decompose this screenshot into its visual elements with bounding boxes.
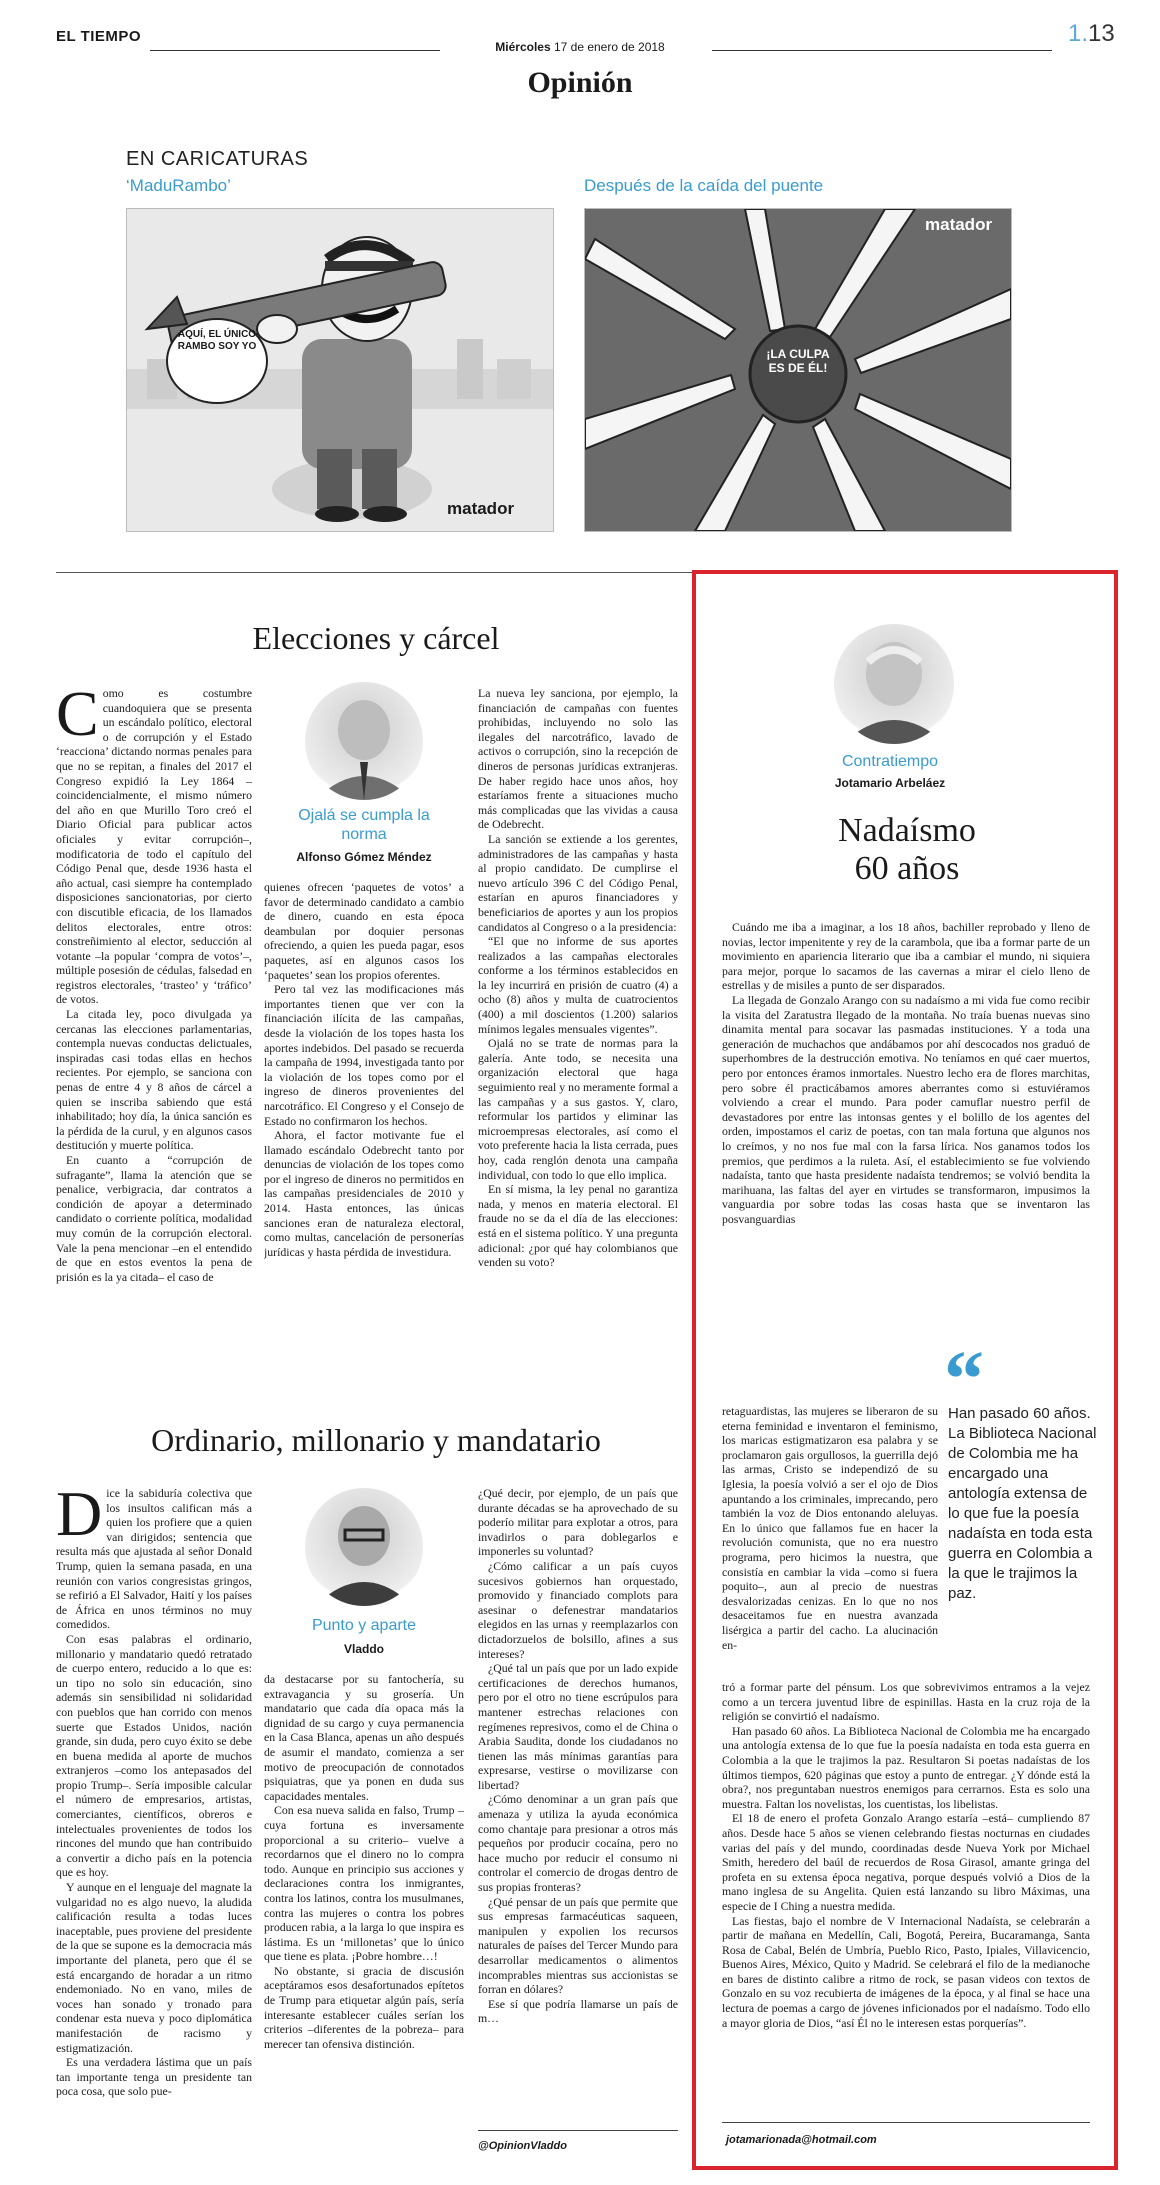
masthead-rule-right xyxy=(712,50,1052,51)
article3-body-bottom: tró a formar parte del pénsum. Los que sobrevivimos entramos a la vejez como a un tercera juventud libre de espinillas. Hasta en la cruz roja de la religión se convirtió el nadaísmo. Han pasado 60 años. La Biblioteca Nacional de Colombia me ha encargado una antología extensa de lo que fue la poesía nadaísta en toda esta guerra en Colombia a la que le trajimos la paz. Resultaron Si poetas nadaístas de los últimos tiempos, 620 páginas que estoy a punto de entregar. ¿Y dónde está la obra?, nos preguntaban nuestros enemigos para cerrarnos. Esta es solo una muestra. Faltan los novelistas, los cuentistas, los libelistas. El 18 de enero el profeta Gonzalo Arango estaría –está– cumpliendo 87 años. Desde hace 5 años se vienen celebrando fiestas nocturnas en ciudades varias del país y del mundo, coordinadas desde Nueva York por Michael Smith, heredero del baúl de recuerdos de Rosa Girasol, amante gringa del profeta en su extensa época negativa, porque después volvió a Dios de la mano inglesa de su Angelita. Quien está lanzando su libro Máximas, una especie de I Ching a nuestra medida. Las fiestas, bajo el nombre de V Internacional Nadaísta, se celebrarán a partir de mañana en Medellín, Cali, Bogotá, Pereira, Bucaramanga, Santa Rosa de Cabal, Belén de Umbría, Pueblo Rico, Pasto, Ipiales, Villavicencio, Buenos Aires, México, Quito y Madrid. Se celebrará el filo de la medianoche en bares de distinto calibre a ritmo de rock, se pasan videos con textos de Gonzalo en su voz recubierta de imágenes de la época, y al final se hace una lectura de poemas a cargo de jóvenes inficionados por el nadaísmo. Todo ello a mayor gloria de Dios, “así Él no le interesen estas porquerías”. xyxy=(722,1680,1090,2030)
article2-dropcap: D xyxy=(56,1486,103,1549)
caricature-left-bubble: AQUÍ, EL ÚNICO RAMBO SOY YO xyxy=(177,329,257,352)
article3-body-narrow: retaguardistas, las mujeres se liberaron de su eterna feminidad e inventaron el feminismo, los maricas estigmatizaron esa palabra y se proclamaron gais orgullosos, la guerrilla dejó las armas, Cristo se independizó de su Iglesia, la poesía volvió a ser el ojo de Dios apuntando a los criminales, imprecando, pero también la voz de Dios entonando aleluyas. En lo único que fallamos fue en hacer la revolución comunista, que no era nuestro programa, pero hicimos la nuestra, que consistía en cambiar la vida –como si fuera poquito–, aun al precio de nuestras desvalorizadas cenizas. En lo que no nos desaceitamos fue en nuestra avanzada lisérgica a partir del cacho. La alucinación en- xyxy=(722,1404,938,1652)
article2-title: Ordinario, millonario y mandatario xyxy=(151,1422,601,1458)
article2-footer-rule xyxy=(478,2130,678,2131)
article1-author: Alfonso Gómez Méndez xyxy=(296,850,432,864)
masthead-rule-left xyxy=(150,50,440,51)
article3-column-name: Contratiempo xyxy=(841,753,939,770)
article1-title: Elecciones y cárcel xyxy=(252,620,500,656)
article3-title: Nadaísmo 60 años xyxy=(838,812,976,887)
article2-col3: ¿Qué decir, por ejemplo, de un país que durante décadas se ha aprovechado de su poderío militar para explotar a otros, para invadirlos o para doblegarlos e imponerles su voluntad? ¿Cómo calificar a un país cuyos sucesivos gobiernos han orquestado, promovido y financiado complots para asesinar o defenestrar mandatarios elegidos en las urnas y reemplazarlos con dictadorzuelos de bolsillo, afines a sus intereses? ¿Qué tal un país que por un lado expide certificaciones de derechos humanos, pero por el otro no tiene escrúpulos para mantener estrechas relaciones con regímenes represivos, como el de China o Arabia Saudita, donde los ciudadanos no tienen las más mínimas garantías para expresarse, vestirse o movilizarse con libertad? ¿Cómo denominar a un gran país que amenaza y utiliza la ayuda económica como chantaje para presionar a otros más pequeños por producir cocaína, pero no hace mucho por reducir el consumo ni controlar el comercio de drogas dentro de sus propias fronteras? ¿Qué pensar de un país que permite que sus empresas farmacéuticas saqueen, manipulen y expolien los recursos naturales de países del Tercer Mundo para desarrollar medicamentos o alimentos incomprables mientras sus accionistas se forran en dólares? Ese sí que podría llamarse un país de m… xyxy=(478,1486,678,2026)
caricature-right-bubble: ¡LA CULPA ES DE ÉL! xyxy=(766,347,830,375)
caricature-maduRambo xyxy=(126,208,554,532)
article2-col1: Dice la sabiduría colectiva que los insultos califican más a quien los profiere que a quien van dirigidos; sentencia que resulta más que ajustada al señor Donald Trump, quien la semana pasada, en una reunión con varios congresistas gringos, se refirió a El Salvador, Haití y los países de África en unos términos no muy comedidos. Con esas palabras el ordinario, millonario y mandatario quedó retratado de cuerpo entero, reducido a lo que es: un tipo no solo sin educación, sino además sin sensibilidad ni solidaridad con pueblos que han corrido con menos suerte que Estados Unidos, nación grande, sin duda, pero cuyo éxito se debe en buena medida al aporte de muchos extranjeros –como los antepasados del propio Trump–. Sería imposible calcular el número de empresarios, artistas, comerciantes, científicos, obreros e intelectuales provenientes de todos los rincones del mundo que han contribuido a convertir a dicho país en la potencia que es hoy. Y aunque en el lenguaje del magnate la vulgaridad no es algo nuevo, la aludida calificación resulta a todas luces inaceptable, pues proviene del presidente de la que se supone es la democracia más importante del planeta, pero que él se está encargando de horadar a un ritmo endemoniado. No en vano, miles de voces han sonado y tronado para condenar esta nueva y poco diplomática manifestación de racismo y estigmatización. Es una verdadera lástima que un país tan importante tenga un presidente tan poca cosa, que solo pue- xyxy=(56,1486,252,2099)
author-photo-gomez xyxy=(305,682,423,800)
page-number: 1.13 xyxy=(1068,20,1115,47)
quote-mark-icon: “ xyxy=(944,1336,984,1424)
author-photo-vladdo xyxy=(305,1488,423,1606)
caricature-bridge xyxy=(584,208,1012,532)
brand-logo: EL TIEMPO xyxy=(56,28,142,45)
article3-footer-rule xyxy=(722,2122,1090,2123)
caricature-left-title: ‘MaduRambo’ xyxy=(126,176,231,195)
article2-col2: da destacarse por su fantochería, su extravagancia y su grosería. Un mandatario que cada día opaca más la dignidad de su cargo y cuya permanencia en la Casa Blanca, apenas un año después de asumir el mandato, comienza a ser motivo de preocupación de connotados psiquiatras, que ya ponen en duda sus capacidades mentales. Con esa nueva salida en falso, Trump –cuya fortuna es inversamente proporcional a su criterio– vuelve a recordarnos que el dinero no lo compra todo. Aunque en principio sus acciones y declaraciones contra los inmigrantes, contra los latinos, contra los musulmanes, contra las mujeres o contra los pobres producen rabia, a la larga lo que inspira es lástima. Es un ‘millonetas’ que lo único que tiene es plata. ¡Pobre hombre…! No obstante, si gracia de discusión aceptáramos esos desafortunados epítetos de Trump para etiquetar algún país, sería interesante establecer cuáles serían los criterios –diferentes de la pobreza– para merecer tan ofensiva distinción. xyxy=(264,1672,464,2051)
section-divider xyxy=(56,572,696,573)
article3-body-top: Cuándo me iba a imaginar, a los 18 años, bachiller reprobado y lleno de novias, lector impenitente y rey de la carambola, que iba a formar parte de un movimiento en apariencia literario que iba a cambiar el mundo, ni siquiera para mejor, porque lo sacamos de las cavernas a mirar el cielo lleno de estrellas y de misiles a punto de ser disparados. La llegada de Gonzalo Arango con su nadaísmo a mi vida fue como recibir la visita del Zaratustra llegado de la montaña. No traía buenas nuevas sino dinamita mental para socavar las pasmadas instituciones. Y a toda una generación de muchachos que andábamos por ahí descocados nos graduó de superhombres de la destrucción emotiva. No teníamos en qué caer muertos, pero por entonces éramos inmortales. Nuestro lecho era de flores marchitas, pero sobre él practicábamos amores aberrantes como si estuviéramos volviendo a crear el mundo. Para poder camuflar nuestro perfil de devastadores por entre las intonsas gentes y el bolillo de los agentes del orden, impostamos el cariz de poetas, con tan mala fortuna que algunos nos lo creímos, y no nos fue mal con la farsa lírica. Nos ganamos todos los premios, que perdimos a la ruleta. Así, el establecimiento se fue volviendo nadaísta, tanto que hasta presidente nadaísta tendremos; se volvió bendita la marihuana, las faltas del ayer en virtudes se transformaron, impusimos la vanguardia por sobre todas las cosas hasta que se inventaron las posvanguardias xyxy=(722,920,1090,1226)
article3-author: Jotamario Arbeláez xyxy=(834,776,946,790)
article1-col1: Como es costumbre cuandoquiera que se presenta un escándalo político, electoral o de corrupción y el Estado ‘reacciona’ dictando normas penales para que no se repitan, a finales del 2017 el Congreso expidió la Ley 1864 –coincidencialmente, el mismo número del año en que Murillo Toro creó el Diario Oficial para publicar actos oficiales y evitar corrupción–, modificatoria de todo el capítulo del Código Penal que, desde 1936 hasta el año actual, casi siempre ha contemplado disposiciones sancionatorias, por cierto con discutible eficacia, de los llamados delitos electorales, entre otros: constreñimiento al elector, seducción al votante –la popular ‘compra de votos’–, múltiple posesión de cédulas, falsedad en registros electorales, ‘trasteo’ y ‘tráfico’ de votos. La citada ley, poco divulgada ya cercanas las elecciones parlamentarias, contempla nuevas conductas delictuales, inspiradas casi todas ellas en hechos recientes. Por ejemplo, se sanciona con penas de entre 4 y 8 años de cárcel a quien se inscriba sabiendo que está inhabilitado; hoy día, la única sanción es la pérdida de la curul, y en algunos casos destitución y muerte política. En cuanto a “corrupción de sufragante”, llama la atención que se penalice, verbigracia, dar contratos a condición de apoyar a determinado candidato o corriente política, modalidad muy común de la corrupción electoral. Vale la pena mencionar –en el entendido de que en estos eventos la pena de prisión es la ya citada– el caso de xyxy=(56,686,252,1284)
article1-dropcap: C xyxy=(56,686,99,749)
caricatures-heading: EN CARICATURAS xyxy=(126,148,309,170)
caricature-right-title: Después de la caída del puente xyxy=(584,176,824,195)
article3-email[interactable]: jotamarionada@hotmail.com xyxy=(726,2134,877,2146)
article2-column-name: Punto y aparte xyxy=(311,1617,417,1634)
caricature-left-signature: matador xyxy=(447,499,515,518)
article1-column-name: Ojalá se cumpla la norma xyxy=(298,807,430,843)
pull-quote: Han pasado 60 años. La Biblioteca Nacional de Colombia me ha encargado una antología extensa de lo que fue la poesía nadaísta en toda esta guerra en Colombia a la que le trajimos la paz. xyxy=(948,1405,1097,1602)
issue-date: Miércoles 17 de enero de 2018 xyxy=(495,40,665,54)
caricature-right-signature: matador xyxy=(925,215,993,234)
author-photo-arbelaez xyxy=(834,624,954,744)
article2-handle[interactable]: @OpinionVladdo xyxy=(478,2140,567,2152)
article1-col2: quienes ofrecen ‘paquetes de votos’ a favor de determinado candidato a cambio de dinero, cuando en esta época deambulan por doquier personas ofreciendo, a quien les pueda pagar, esos paquetes, así en algunos casos los ‘paquetes’ sean los propios oferentes. Pero tal vez las modificaciones más importantes tienen que ver con la financiación ilícita de las campañas, desde la violación de los topes hasta los aportes indebidos. Del pasado se recuerda la campaña de 1994, investigada tanto por la violación de los topes como por el ingreso de dineros provenientes del narcotráfico. El Congreso y el Consejo de Estado no confirmaron los hechos. Ahora, el factor motivante fue el llamado escándalo Odebrecht tanto por denuncias de violación de los topes como por el ingreso de dineros no permitidos en las campañas presidenciales de 2010 y 2014. Hasta entonces, las únicas sanciones eran de naturaleza electoral, como multas, cancelación de personerías jurídicas y hasta pérdida de investidura. xyxy=(264,880,464,1259)
article1-col3: La nueva ley sanciona, por ejemplo, la financiación de campañas con fuentes prohibidas, incluyendo no solo las ilegales del narcotráfico, lavado de activos o corrupción, sino la recepción de dineros de personas jurídicas extranjeras. De haber regido hace unos años, hoy estaríamos frente a situaciones mucho más complicadas que las vividas a causa de Odebrecht. La sanción se extiende a los gerentes, administradores de las campañas y hasta al propio candidato. De cumplirse el nuevo artículo 396 C del Código Penal, estarían en apuros financiadores y beneficiarios de aportes y aun los propios candidatos al Congreso o a la presidencia: “El que no informe de sus aportes realizados a las campañas electorales conforme a los términos establecidos en la ley incurrirá en prisión de cuatro (4) a ocho (8) años y multa de cuatrocientos (400) a mil doscientos (1.200) salarios mínimos legales mensuales vigentes”. Ojalá no se trate de normas para la galería. Ante todo, se necesita una organización electoral que haga seguimiento real y no meramente formal a las campañas y a sus gastos. Y, claro, reformular los partidos y eliminar las microempresas electorales, así como el voto preferente hacia la lista cerrada, pues hoy, cada renglón denota una campaña individual, con todo lo que ello implica. En sí misma, la ley penal no garantiza nada, y menos en materia electoral. El fraude no se da el día de las elecciones: está en el sistema político. Y una pregunta adicional: ¿por qué hay colombianos que venden su voto? xyxy=(478,686,678,1270)
maduRambo-drawing xyxy=(127,209,553,531)
section-title: Opinión xyxy=(527,66,633,99)
article2-author: Vladdo xyxy=(343,1642,384,1656)
